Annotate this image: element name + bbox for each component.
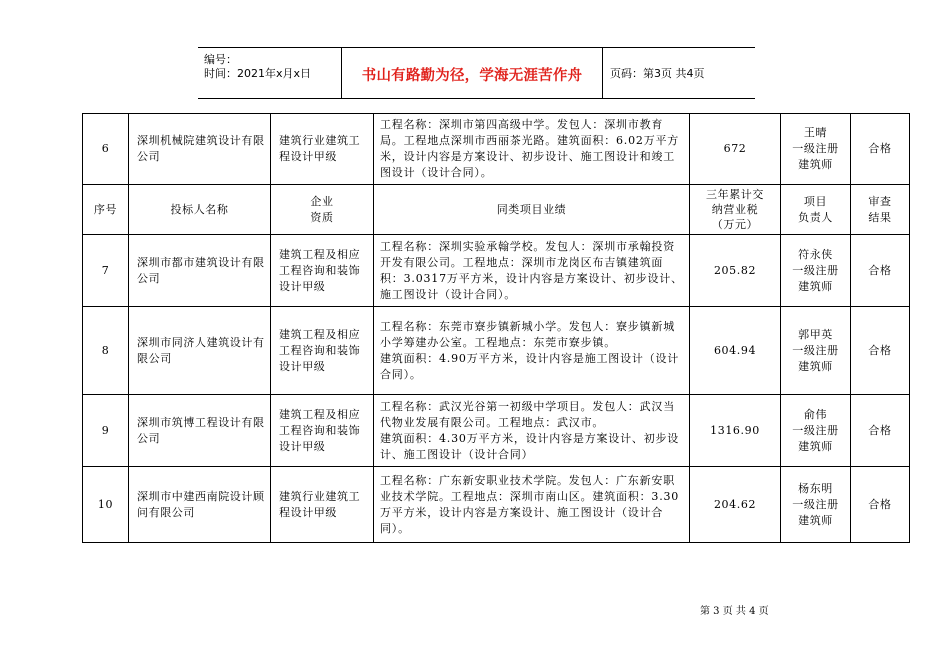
column-header-group: [83, 185, 910, 235]
table-row: [83, 114, 910, 185]
review-result: 合格: [851, 114, 910, 185]
project-record: 工程名称：武汉光谷第一初级中学项目。发包人：武汉当代物业发展有限公司。工程地点：武汉市。 建筑面积：4.30万平方米，设计内容是方案设计、初步设计、施工图设计（设计合同）: [374, 395, 690, 467]
tax-paid: 604.94: [690, 307, 781, 395]
review-result: 合格: [851, 395, 910, 467]
review-result: 合格: [851, 467, 910, 543]
qualification: 建筑行业建筑工程设计甲级: [271, 467, 374, 543]
table-row: [83, 395, 910, 467]
motto-text: 书山有路勤为径，学海无涯苦作舟: [361, 68, 583, 84]
qualification: 建筑工程及相应工程咨询和装饰设计甲级: [271, 307, 374, 395]
table-row: [83, 307, 910, 395]
row-number: 10: [83, 467, 129, 543]
bidder-name: 深圳市中建西南院设计顾问有限公司: [129, 467, 271, 543]
header-meta: [198, 48, 341, 98]
rows-before-header: [83, 114, 910, 185]
col-header-tax: 三年累计交 纳营业税 （万元）: [690, 185, 781, 235]
qualification: 建筑工程及相应工程咨询和装饰设计甲级: [271, 235, 374, 307]
rows-after-header: [83, 235, 910, 543]
tax-paid: 204.62: [690, 467, 781, 543]
bidder-name: 深圳市同济人建筑设计有限公司: [129, 307, 271, 395]
column-header-row: [83, 185, 910, 235]
project-record: 工程名称：东莞市寮步镇新城小学。发包人：寮步镇新城小学筹建办公室。工程地点：东莞市寮步镇。 建筑面积：4.90万平方米，设计内容是施工图设计（设计合同）。: [374, 307, 690, 395]
project-lead: 符永侠 一级注册 建筑师: [781, 235, 851, 307]
qualification: 建筑行业建筑工程设计甲级: [271, 114, 374, 185]
header-motto-cell: [341, 48, 603, 98]
tax-paid: 205.82: [690, 235, 781, 307]
project-lead: 王晴 一级注册 建筑师: [781, 114, 851, 185]
page-footer: 第 3 页 共 4 页: [700, 606, 769, 617]
table-row: [83, 235, 910, 307]
bidder-name: 深圳市筑博工程设计有限公司: [129, 395, 271, 467]
tax-paid: 672: [690, 114, 781, 185]
col-header-projects: 同类项目业绩: [374, 185, 690, 235]
project-record: 工程名称：深圳市第四高级中学。发包人：深圳市教育局。工程地点深圳市西丽茶光路。建筑面积：6.02万平方米，设计内容是方案设计、初步设计、施工图设计和竣工图设计（设计合同）。: [374, 114, 690, 185]
tax-paid: 1316.90: [690, 395, 781, 467]
row-number: 7: [83, 235, 129, 307]
table-row: [83, 467, 910, 543]
page-header: [198, 47, 755, 99]
col-header-result: 审查 结果: [851, 185, 910, 235]
number-label: 编号：: [204, 53, 237, 66]
page-indicator: 页码：第3页 共4页: [610, 67, 705, 80]
date-label: 时间：2021年x月x日: [204, 67, 312, 80]
bidder-review-table: [82, 113, 910, 543]
col-header-lead: 项目 负责人: [781, 185, 851, 235]
bidder-name: 深圳机械院建筑设计有限公司: [129, 114, 271, 185]
col-header-qualification: 企业 资质: [271, 185, 374, 235]
review-result: 合格: [851, 307, 910, 395]
project-lead: 郭甲英 一级注册 建筑师: [781, 307, 851, 395]
header-page-cell: [602, 48, 755, 98]
qualification: 建筑工程及相应工程咨询和装饰设计甲级: [271, 395, 374, 467]
bidder-name: 深圳市都市建筑设计有限公司: [129, 235, 271, 307]
col-header-bidder: 投标人名称: [129, 185, 271, 235]
col-header-number: 序号: [83, 185, 129, 235]
project-record: 工程名称：广东新安职业技术学院。发包人：广东新安职业技术学院。工程地点：深圳市南山区。建筑面积：3.30万平方米，设计内容是方案设计、施工图设计（设计合同）。: [374, 467, 690, 543]
project-lead: 俞伟 一级注册 建筑师: [781, 395, 851, 467]
row-number: 9: [83, 395, 129, 467]
row-number: 6: [83, 114, 129, 185]
project-lead: 杨东明 一级注册 建筑师: [781, 467, 851, 543]
project-record: 工程名称：深圳实验承翰学校。发包人：深圳市承翰投资开发有限公司。工程地点：深圳市龙岗区布吉镇建筑面积：3.0317万平方米，设计内容是方案设计、初步设计、施工图设计（设计合同）。: [374, 235, 690, 307]
row-number: 8: [83, 307, 129, 395]
review-result: 合格: [851, 235, 910, 307]
